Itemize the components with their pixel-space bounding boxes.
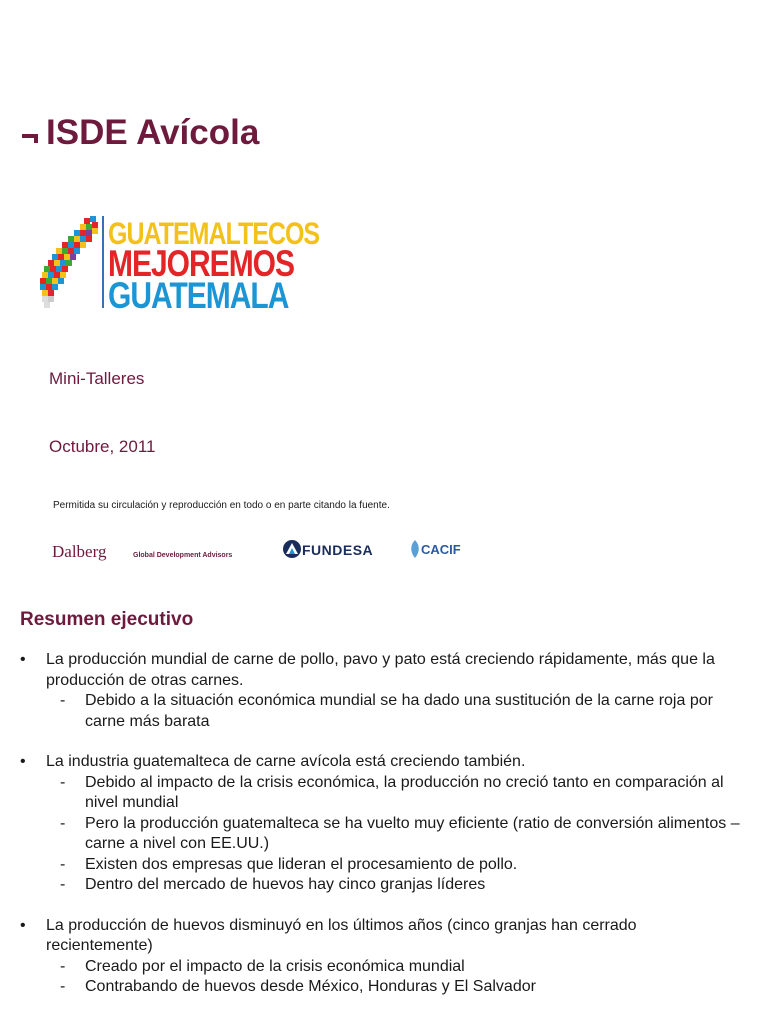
- summary-list: [20, 650, 740, 998]
- bullet-item: • La producción de huevos disminuyó en los últimos años (cinco granjas han cerrado recientemente): [20, 916, 637, 954]
- sub-item: - Debido al impacto de la crisis económica, la producción no creció tanto en comparación al nivel mundial: [60, 773, 724, 811]
- date: Octubre, 2011: [49, 437, 156, 456]
- sub-item: - Creado por el impacto de la crisis económica mundial: [60, 957, 465, 975]
- sub-item: - Dentro del mercado de huevos hay cinco granjas líderes: [60, 876, 486, 893]
- bullet-item: • La producción mundial de carne de pollo, pavo y pato está creciendo rápidamente, más que la producción de otras carnes.: [20, 651, 715, 689]
- logo-line-3: GUATEMALA: [108, 275, 289, 317]
- dalberg-tagline: Global Development Advisors: [133, 552, 233, 559]
- dalberg-logo: Dalberg: [52, 542, 107, 561]
- fundesa-wordmark: FUNDESA: [302, 542, 374, 558]
- sub-item: - Existen dos empresas que lideran el procesamiento de pollo.: [60, 855, 518, 873]
- fundesa-logo: [282, 538, 392, 564]
- guatemaltecos-logo: [36, 210, 320, 317]
- logo-line-1: GUATEMALTECOS: [108, 216, 320, 252]
- page-title: ISDE Avícola: [46, 113, 260, 152]
- sub-item: - Pero la producción guatemalteca se ha vuelto muy eficiente (ratio de conversión alimentos – carne a nivel con EE.UU.): [60, 814, 740, 852]
- cacif-leaf-icon: [409, 538, 421, 560]
- permission-notice: Permitida su circulación y reproducción en todo o en parte citando la fuente.: [53, 500, 390, 511]
- page-header: [22, 112, 259, 154]
- map-mosaic-icon: [36, 210, 100, 314]
- corner-bracket-icon: [22, 112, 44, 148]
- bullet-item: • La industria guatemalteca de carne avícola está creciendo también.: [20, 753, 526, 770]
- subtitle: Mini-Talleres: [49, 369, 145, 388]
- partner-logos: [52, 536, 472, 566]
- sub-item: - Debido a la situación económica mundial se ha dado una sustitución de la carne roja por carne más barata: [60, 692, 713, 730]
- sub-item: - Contrabando de huevos desde México, Honduras y El Salvador: [60, 978, 536, 995]
- logo-line-2: MEJOREMOS: [108, 243, 295, 285]
- logo-divider: [102, 216, 104, 308]
- cacif-wordmark: CACIF: [421, 542, 461, 557]
- section-title: Resumen ejecutivo: [20, 609, 194, 630]
- cacif-logo: [409, 538, 479, 564]
- fundesa-mark-icon: [282, 538, 302, 560]
